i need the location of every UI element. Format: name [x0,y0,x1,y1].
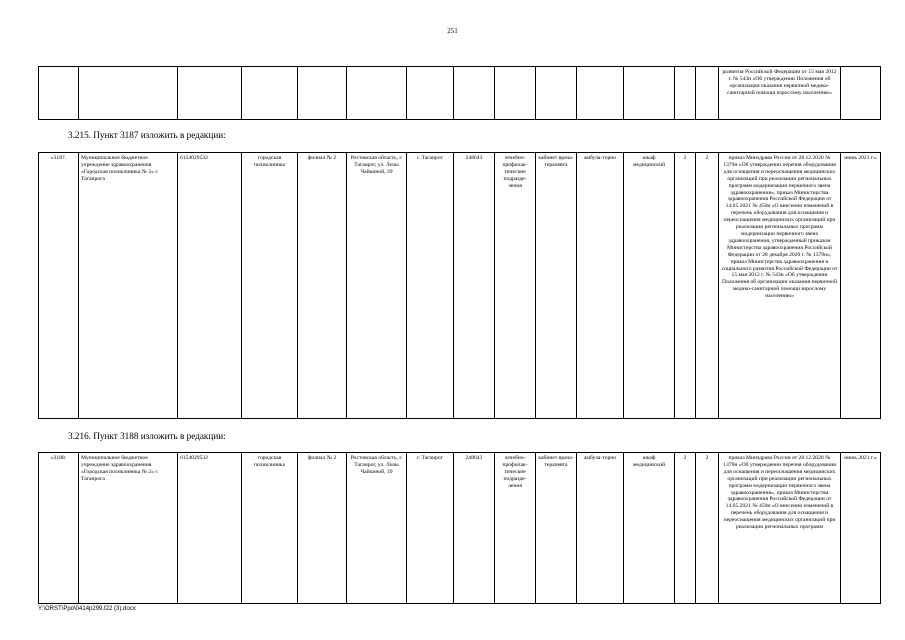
cell-basis: развития Российской Федерации от 15 мая 2012 г. № 543н «Об утверждении Положения об организации оказания первичной медико-санитарной помощи взрослому населению» [719,67,841,120]
cell-qty1: 2 [675,453,696,604]
cell-qty2: 2 [696,453,719,604]
cell-mode: амбула-торно [577,453,624,604]
cell-equipment: шкаф медицинский [624,153,675,419]
cell-num: «3187. [39,153,79,419]
cell-room: кабинет врача-терапевта [536,453,577,604]
cell-basis: приказ Минздрава России от 28.12.2020 № 1379н «Об утверждении перечня оборудования для оснащения и переоснащения медицинских организаций при реализации региональных программ модернизации первичного звена здравоохранения», приказ Министерства здравоохранения Российской Федерации от 14.05.2021 № 450н «О внесении изменений в перечень оборудования для оснащения и переоснащения медицинских организаций при реализации региональных программ модернизации первичного звена здравоохранения, утвержденный приказом Министерства здравоохранения Российской Федерации от 28 декабря 2020 г. № 1379н», приказ Министерства здравоохранения и социального развития Российской Федерации от 15 мая 2012 г. № 543н «Об утверждении Положения об организации оказания первичной медико-санитарной помощи взрослому населению» [719,153,841,419]
section-heading: 3.215. Пункт 3187 изложить в редакции: [68,130,226,140]
cell-org [79,67,178,120]
cell-qty2 [696,67,719,120]
continuation-table [38,66,881,120]
cell-inn [178,67,242,120]
cell-org: Муниципальное бюджетное учреждение здравоохранения «Городская поликлиника № 2» г. Таганрога [79,153,178,419]
cell-inn: 6154029532 [178,453,242,604]
cell-date: июнь 2021 г.» [841,453,881,604]
footer-file-path: Y:\ORST\Ppo\0414p299.f22 (3).docx [38,606,136,612]
cell-num [39,67,79,120]
cell-inn: 6154029532 [178,153,242,419]
cell-code: 248643 [454,153,495,419]
cell-code: 248643 [454,453,495,604]
cell-date [841,67,881,120]
cell-code [454,67,495,120]
cell-num: «3188. [39,453,79,604]
cell-type [242,67,298,120]
table-row [39,153,881,419]
cell-qty1 [675,67,696,120]
cell-qty2: 2 [696,153,719,419]
cell-division: лечебно-профилак-тические подразде-ления [495,153,536,419]
cell-date: июнь 2021 г.» [841,153,881,419]
record-table [38,152,881,419]
cell-city: г. Таганрог [407,153,454,419]
cell-city: г. Таганрог [407,453,454,604]
cell-address: Ростовская область, г. Таганрог, ул. Лизы Чайкиной, 39 [347,153,407,419]
cell-equipment [624,67,675,120]
cell-division [495,67,536,120]
cell-branch: филиал № 2 [298,453,347,604]
section-heading: 3.216. Пункт 3188 изложить в редакции: [68,431,226,441]
cell-division: лечебно-профилак-тические подразде-ления [495,453,536,604]
cell-address [347,67,407,120]
cell-qty1: 2 [675,153,696,419]
table-row [39,67,881,120]
cell-room [536,67,577,120]
cell-room: кабинет врача-терапевта [536,153,577,419]
cell-branch [298,67,347,120]
table-row [39,453,881,604]
cell-address: Ростовская область, г. Таганрог, ул. Лизы Чайкиной, 39 [347,453,407,604]
cell-type: городская поликлиника [242,153,298,419]
cell-city [407,67,454,120]
cell-mode [577,67,624,120]
page-number: 251 [447,27,458,35]
cell-branch: филиал № 2 [298,153,347,419]
cell-type: городская поликлиника [242,453,298,604]
record-table [38,452,881,604]
cell-org: Муниципальное бюджетное учреждение здравоохранения «Городская поликлиника № 2» г. Таганрога [79,453,178,604]
cell-mode: амбула-торно [577,153,624,419]
cell-basis: приказ Минздрава России от 28.12.2020 № 1379н «Об утверждении перечня оборудования для оснащения и переоснащения медицинских организаций при реализации региональных программ модернизации первичного звена здравоохранения», приказ Министерства здравоохранения Российской Федерации от 14.05.2021 № 450н «О внесении изменений в перечень оборудования для оснащения и переоснащения медицинских организаций при реализации региональных программ [719,453,841,604]
cell-equipment: шкаф медицинский [624,453,675,604]
